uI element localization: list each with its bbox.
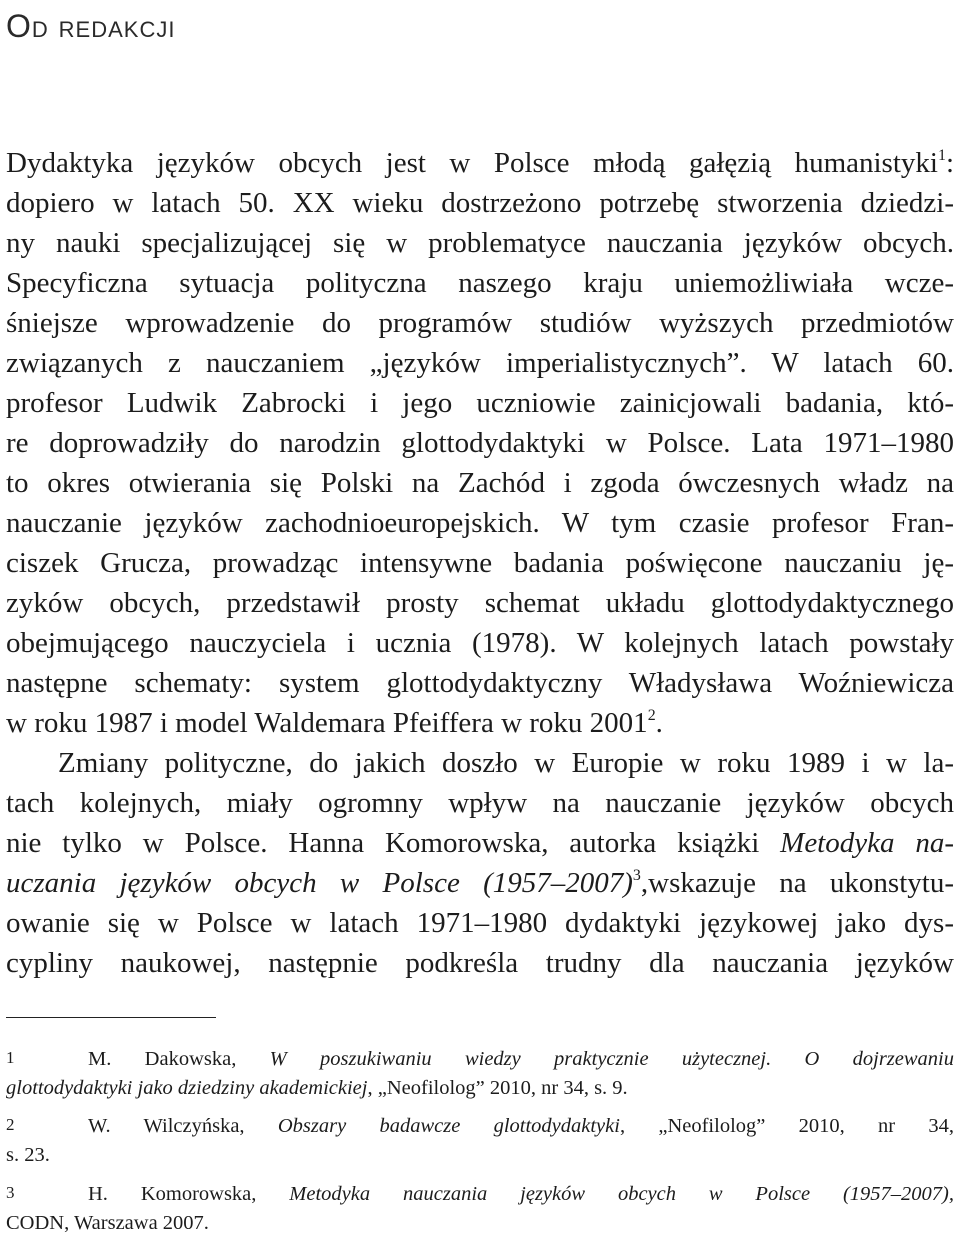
- body-line: ciszek Grucza, prowadząc intensywne badania poświęcone nauczaniu ję-: [6, 547, 954, 579]
- body-line: następne schematy: system glottodydaktyczny Władysława Woźniewicza: [6, 667, 954, 699]
- footnote-ref: 1: [937, 147, 946, 165]
- body-line: uczania języków obcych w Polsce (1957–2007)$^3$,wskazuje na ukonstytu-: [6, 867, 954, 899]
- body-line: tach kolejnych, miały ogromny wpływ na nauczanie języków obcych: [6, 787, 954, 819]
- footnote-marker: 3: [6, 1183, 15, 1202]
- footnote-continuation: glottodydaktyki jako dziedziny akademickiej, „Neofilolog” 2010, nr 34, s. 9.: [6, 1077, 628, 1099]
- footnote-continuation: s. 23.: [6, 1144, 50, 1166]
- body-line: to okres otwierania się Polski na Zachód i zgoda ówczesnych władz na: [6, 467, 954, 499]
- body-line: w roku 1987 i model Waldemara Pfeiffera w roku 2001$^2$.: [6, 707, 663, 739]
- footnote-marker: 1: [6, 1048, 15, 1067]
- body-line: re doprowadziły do narodzin glottodydaktyki w Polsce. Lata 1971–1980: [6, 427, 954, 459]
- footnote-marker: 2: [6, 1115, 15, 1134]
- body-line: ny nauki specjalizującej się w problematyce nauczania języków obcych.: [6, 227, 954, 259]
- body-line: nauczanie języków zachodnioeuropejskich. W tym czasie profesor Fran-: [6, 507, 954, 539]
- footnote: 2 W. Wilczyńska, Obszary badawcze glottodydaktyki, „Neofilolog” 2010, nr 34,: [6, 1110, 954, 1141]
- footnote-ref: 3: [632, 867, 641, 885]
- body-line: cypliny naukowej, następnie podkreśla trudny dla nauczania języków: [6, 947, 954, 979]
- book-title: uczania języków obcych w Polsce (1957–2007): [6, 867, 633, 899]
- body-line: Zmiany polityczne, do jakich doszło w Europie w roku 1989 i w la-: [58, 747, 954, 779]
- book-title: Metodyka na-: [780, 827, 955, 859]
- body-line: profesor Ludwik Zabrocki i jego uczniowie zainicjowali badania, któ-: [6, 387, 954, 419]
- body-line: Specyficzna sytuacja polityczna naszego kraju uniemożliwiała wcze-: [6, 267, 954, 299]
- body-line: nie tylko w Polsce. Hanna Komorowska, autorka książki Metodyka na-: [6, 827, 955, 859]
- footnote-continuation: CODN, Warszawa 2007.: [6, 1212, 209, 1234]
- body-line: śniejsze wprowadzenie do programów studiów wyższych przedmiotów: [6, 307, 954, 339]
- body-line: Dydaktyka języków obcych jest w Polsce młodą gałęzią humanistyki$^1$:: [6, 147, 954, 179]
- body-line: dopiero w latach 50. XX wieku dostrzeżono potrzebę stworzenia dziedzi-: [6, 187, 954, 219]
- body-line: związanych z nauczaniem „języków imperialistycznych”. W latach 60.: [6, 347, 954, 379]
- footnote: 1 M. Dakowska, W poszukiwaniu wiedzy praktycznie użytecznej. O dojrzewaniu: [6, 1043, 954, 1074]
- footnote-separator: [6, 1017, 216, 1018]
- body-line: owanie się w Polsce w latach 1971–1980 dydaktyki językowej jako dys-: [6, 907, 954, 939]
- footnote-ref: 2: [647, 707, 656, 725]
- page-title: Od redakcji: [6, 8, 176, 44]
- body-line: zyków obcych, przedstawił prosty schemat układu glottodydaktycznego: [6, 587, 954, 619]
- footnote: 3 H. Komorowska, Metodyka nauczania języków obcych w Polsce (1957–2007),: [6, 1178, 954, 1209]
- body-line: obejmującego nauczyciela i ucznia (1978). W kolejnych latach powstały: [6, 627, 954, 659]
